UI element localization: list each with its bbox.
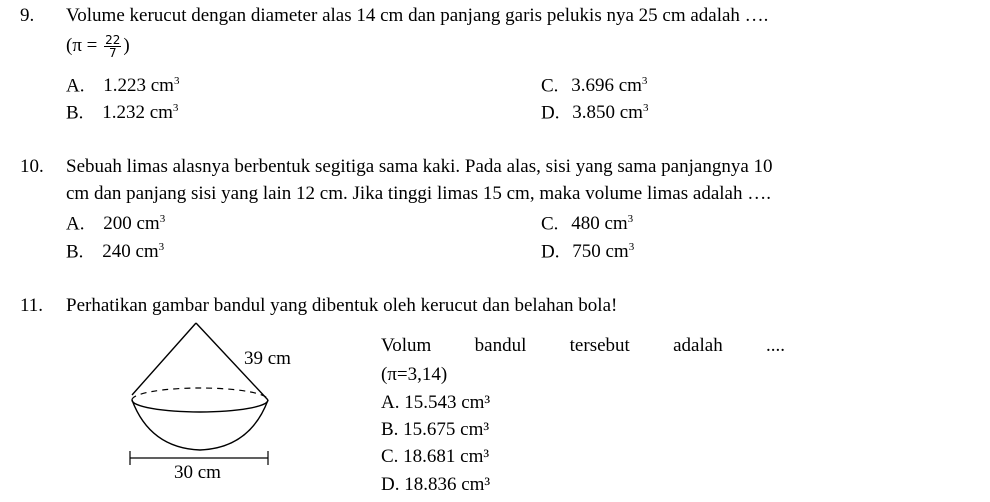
option-value: 3.696 cm [571, 75, 642, 97]
q10-line-2: cm dan panjang sisi yang lain 12 cm. Jika tinggi limas 15 cm, maka volume limas adalah …. [66, 183, 771, 204]
q11-option-d[interactable]: D. 18.836 cm³ [381, 474, 491, 495]
option-letter: A. [66, 75, 85, 97]
option-exponent: 3 [159, 213, 166, 225]
option-letter: B. [66, 102, 84, 124]
prompt-word: Volum [381, 335, 432, 356]
pendulum-figure [110, 318, 310, 490]
q10-line-1: Sebuah limas alasnya berbentuk segitiga sama kaki. Pada alas, sisi yang sama panjangnya 10 [66, 156, 773, 177]
q9-pi-fraction [104, 34, 121, 59]
q9-frac-den: 7 [108, 46, 117, 60]
q9-frac-num: 22 [105, 33, 121, 47]
q9-pi-open: (π = [66, 34, 98, 56]
q11-option-b[interactable]: B. 15.675 cm³ [381, 419, 490, 440]
q9-option-b[interactable] [66, 97, 178, 124]
option-letter: C. [541, 75, 559, 97]
q11-text: Perhatikan gambar bandul yang dibentuk oleh kerucut dan belahan bola! [66, 295, 618, 316]
cone-left-slant [132, 323, 196, 395]
option-value: 200 cm [103, 213, 160, 235]
option-exponent: 3 [628, 241, 635, 253]
prompt-word: bandul [474, 335, 527, 356]
q9-option-c[interactable] [541, 70, 647, 97]
q9-number: 9. [20, 5, 35, 26]
q9-option-a[interactable] [66, 70, 179, 97]
option-value: 3.850 cm [572, 102, 643, 124]
option-exponent: 3 [172, 102, 179, 114]
rim-front [132, 400, 268, 412]
option-letter: B. [66, 241, 84, 263]
q9-pi-note [66, 34, 130, 59]
option-letter: A. [66, 213, 85, 235]
q9-option-d[interactable] [541, 97, 648, 124]
option-exponent: 3 [641, 75, 648, 87]
option-value: 1.223 cm [103, 75, 174, 97]
q10-number: 10. [20, 156, 44, 177]
option-value: 480 cm [571, 213, 628, 235]
rim-back-dashed [132, 388, 268, 400]
q10-option-d[interactable] [541, 236, 634, 263]
prompt-word: .... [765, 335, 785, 356]
option-value: 240 cm [102, 241, 159, 263]
q10-option-c[interactable] [541, 208, 633, 235]
prompt-word: tersebut [569, 335, 630, 356]
prompt-word: adalah [673, 335, 723, 356]
q11-option-c[interactable]: C. 18.681 cm³ [381, 446, 490, 467]
width-label: 30 cm [174, 462, 221, 483]
q11-number: 11. [20, 295, 44, 316]
q10-option-a[interactable] [66, 208, 165, 235]
option-letter: D. [541, 241, 560, 263]
option-letter: D. [541, 102, 560, 124]
q11-prompt [381, 335, 785, 357]
option-exponent: 3 [173, 75, 180, 87]
option-exponent: 3 [158, 241, 165, 253]
option-exponent: 3 [627, 213, 634, 225]
q11-pi-note: (π=3,14) [381, 364, 448, 385]
option-value: 1.232 cm [102, 102, 173, 124]
q9-pi-close: ) [123, 34, 130, 56]
q11-option-a[interactable]: A. 15.543 cm³ [381, 392, 491, 413]
q10-option-b[interactable] [66, 236, 164, 263]
option-letter: C. [541, 213, 559, 235]
option-value: 750 cm [572, 241, 629, 263]
q9-text: Volume kerucut dengan diameter alas 14 cm dan panjang garis pelukis nya 25 cm adalah …. [66, 5, 769, 26]
option-exponent: 3 [642, 102, 649, 114]
slant-length-label: 39 cm [244, 348, 291, 369]
hemisphere-arc [132, 400, 268, 450]
